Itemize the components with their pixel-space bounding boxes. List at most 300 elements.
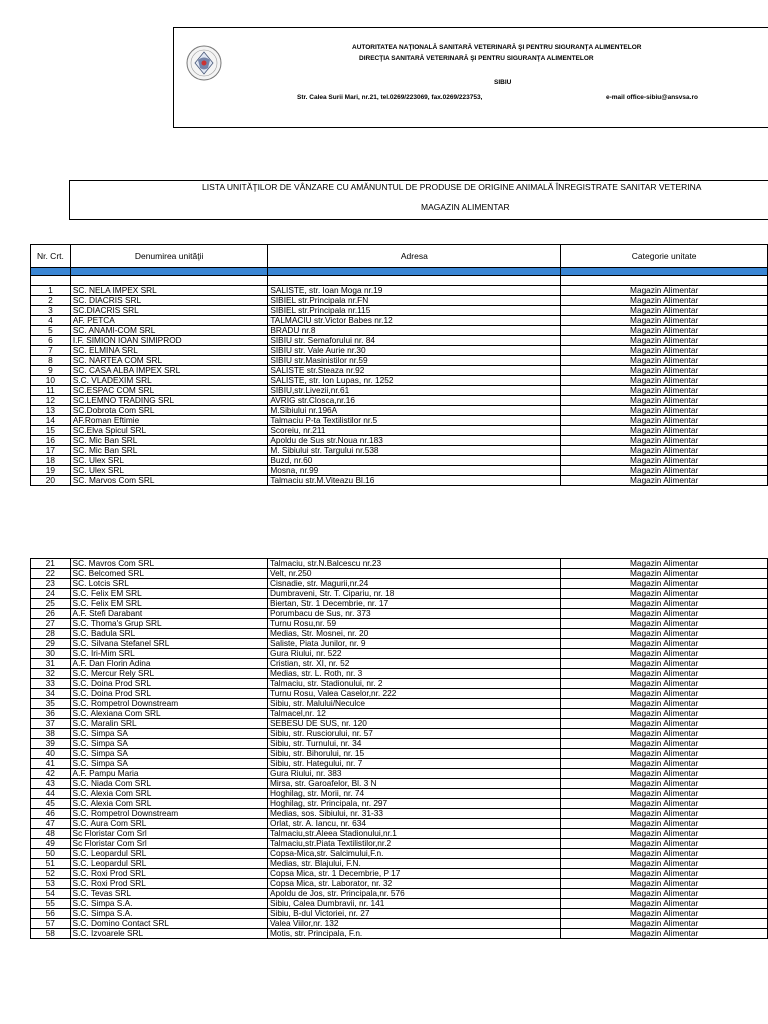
row-address: Talmaciu, str.N.Balcescu nr.23 <box>268 559 561 569</box>
row-unit-name: S.C. Simpa SA <box>70 759 267 769</box>
row-nr: 46 <box>31 809 71 819</box>
row-category: Magazin Alimentar <box>561 316 768 326</box>
spacer-cell <box>31 276 71 286</box>
table-row <box>31 919 768 929</box>
table-row <box>31 729 768 739</box>
row-category: Magazin Alimentar <box>561 336 768 346</box>
table-row <box>31 316 768 326</box>
row-address: SIBIU str. Vale Aurie nr.30 <box>268 346 561 356</box>
row-address: Talmaciu P-ta Textilistilor nr.5 <box>268 416 561 426</box>
row-address: Cisnadie, str. Magurii,nr.24 <box>268 579 561 589</box>
document-title <box>69 180 768 220</box>
table-row <box>31 719 768 729</box>
row-category: Magazin Alimentar <box>561 899 768 909</box>
row-category: Magazin Alimentar <box>561 819 768 829</box>
row-nr: 57 <box>31 919 71 929</box>
row-address: Medias, str. L. Roth, nr. 3 <box>268 669 561 679</box>
row-nr: 35 <box>31 699 71 709</box>
row-category: Magazin Alimentar <box>561 869 768 879</box>
row-address: Copsa Mica, str. 1 Decembrie, P 17 <box>268 869 561 879</box>
row-category: Magazin Alimentar <box>561 769 768 779</box>
row-unit-name: SC. NARTEA COM SRL <box>70 356 267 366</box>
row-address: Cristian, str. XI, nr. 52 <box>268 659 561 669</box>
row-category: Magazin Alimentar <box>561 386 768 396</box>
row-unit-name: A.F. Pampu Maria <box>70 769 267 779</box>
row-unit-name: S.C. Rompetrol Downstream <box>70 809 267 819</box>
row-address: Sibiu, str. Hategului, nr. 7 <box>268 759 561 769</box>
row-category: Magazin Alimentar <box>561 789 768 799</box>
row-address: SEBESU DE SUS, nr. 120 <box>268 719 561 729</box>
row-nr: 4 <box>31 316 71 326</box>
row-unit-name: S.C. Doina Prod SRL <box>70 689 267 699</box>
row-unit-name: AF.Roman Eftimie <box>70 416 267 426</box>
row-nr: 33 <box>31 679 71 689</box>
row-category: Magazin Alimentar <box>561 639 768 649</box>
row-unit-name: S.C. Doina Prod SRL <box>70 679 267 689</box>
row-address: Apoldu de Sus str.Noua nr.183 <box>268 436 561 446</box>
directorate-name: DIRECŢIA SANITARĂ VETERINARĂ ŞI PENTRU SIGURANŢA ALIMENTELOR <box>359 55 594 62</box>
spacer-cell <box>70 276 267 286</box>
table-row <box>31 456 768 466</box>
row-nr: 24 <box>31 589 71 599</box>
table-row <box>31 669 768 679</box>
row-nr: 49 <box>31 839 71 849</box>
row-address: Orlat, str. A. Iancu, nr. 634 <box>268 819 561 829</box>
row-category: Magazin Alimentar <box>561 829 768 839</box>
row-nr: 36 <box>31 709 71 719</box>
row-nr: 41 <box>31 759 71 769</box>
table-row <box>31 779 768 789</box>
row-unit-name: S.C. Roxi Prod SRL <box>70 869 267 879</box>
row-category: Magazin Alimentar <box>561 659 768 669</box>
row-nr: 47 <box>31 819 71 829</box>
row-category: Magazin Alimentar <box>561 749 768 759</box>
row-category: Magazin Alimentar <box>561 719 768 729</box>
row-address: SIBIU str. Semaforului nr. 84 <box>268 336 561 346</box>
row-nr: 10 <box>31 376 71 386</box>
row-category: Magazin Alimentar <box>561 476 768 486</box>
row-nr: 26 <box>31 609 71 619</box>
row-category: Magazin Alimentar <box>561 669 768 679</box>
row-unit-name: AF. PETCA <box>70 316 267 326</box>
table-row <box>31 739 768 749</box>
table-row <box>31 829 768 839</box>
row-address: SALISTE, str. Ioan Moga nr.19 <box>268 286 561 296</box>
row-category: Magazin Alimentar <box>561 366 768 376</box>
row-category: Magazin Alimentar <box>561 466 768 476</box>
row-category: Magazin Alimentar <box>561 909 768 919</box>
row-address: Sibiu, B-dul Victoriei, nr. 27 <box>268 909 561 919</box>
row-address: Porumbacu de Sus, nr. 373 <box>268 609 561 619</box>
row-address: Sibiu, str. Malului/Neculce <box>268 699 561 709</box>
table-row <box>31 296 768 306</box>
row-unit-name: I.F. SIMION IOAN SIMIPROD <box>70 336 267 346</box>
row-category: Magazin Alimentar <box>561 629 768 639</box>
row-nr: 34 <box>31 689 71 699</box>
row-unit-name: S.C. Thoma's Grup SRL <box>70 619 267 629</box>
row-address: Sibiu, str. Rusciorului, nr. 57 <box>268 729 561 739</box>
table-row <box>31 326 768 336</box>
row-category: Magazin Alimentar <box>561 799 768 809</box>
row-address: Talmaciu,str.Piata Textilistilor,nr.2 <box>268 839 561 849</box>
table-row <box>31 639 768 649</box>
row-address: TALMACIU str.Victor Babes nr.12 <box>268 316 561 326</box>
table-row <box>31 559 768 569</box>
col-denumire: Denumirea unităţii <box>70 245 267 268</box>
row-category: Magazin Alimentar <box>561 436 768 446</box>
city-name: SIBIU <box>494 79 512 86</box>
table-row <box>31 579 768 589</box>
row-address: Copsa-Mica,str. Salcimului,F.n. <box>268 849 561 859</box>
row-nr: 16 <box>31 436 71 446</box>
table-row <box>31 336 768 346</box>
row-nr: 23 <box>31 579 71 589</box>
row-category: Magazin Alimentar <box>561 889 768 899</box>
row-category: Magazin Alimentar <box>561 779 768 789</box>
row-unit-name: S.C. VLADEXIM SRL <box>70 376 267 386</box>
table-row <box>31 356 768 366</box>
row-nr: 43 <box>31 779 71 789</box>
row-unit-name: SC. Mic Ban SRL <box>70 446 267 456</box>
row-address: Apoldu de Jos, str. Principala,nr. 576 <box>268 889 561 899</box>
row-category: Magazin Alimentar <box>561 579 768 589</box>
row-unit-name: S.C. Domino Contact SRL <box>70 919 267 929</box>
row-address: Copsa Mica, str. Laborator, nr. 32 <box>268 879 561 889</box>
units-table-1 <box>30 244 768 486</box>
contact-address: Str. Calea Surii Mari, nr.21, tel.0269/223069, fax.0269/223753, <box>297 94 483 101</box>
row-nr: 14 <box>31 416 71 426</box>
row-unit-name: S.C. Roxi Prod SRL <box>70 879 267 889</box>
table-row <box>31 679 768 689</box>
row-address: SALISTE, str. Ion Lupas, nr. 1252 <box>268 376 561 386</box>
table-row <box>31 366 768 376</box>
row-nr: 22 <box>31 569 71 579</box>
row-category: Magazin Alimentar <box>561 919 768 929</box>
row-nr: 7 <box>31 346 71 356</box>
row-category: Magazin Alimentar <box>561 739 768 749</box>
table-row <box>31 699 768 709</box>
row-category: Magazin Alimentar <box>561 609 768 619</box>
row-category: Magazin Alimentar <box>561 689 768 699</box>
row-nr: 13 <box>31 406 71 416</box>
row-unit-name: S.C. Leopardul SRL <box>70 849 267 859</box>
table-row <box>31 589 768 599</box>
row-nr: 1 <box>31 286 71 296</box>
row-category: Magazin Alimentar <box>561 649 768 659</box>
row-nr: 27 <box>31 619 71 629</box>
row-nr: 58 <box>31 929 71 939</box>
row-unit-name: A.F. Stefi Darabant <box>70 609 267 619</box>
table-row <box>31 426 768 436</box>
row-category: Magazin Alimentar <box>561 326 768 336</box>
row-address: SIBIU str.Masinistilor nr.59 <box>268 356 561 366</box>
header-divider <box>31 268 768 276</box>
row-category: Magazin Alimentar <box>561 709 768 719</box>
row-unit-name: SC. Ulex SRL <box>70 456 267 466</box>
row-address: Talmaciu, str. Stadionului, nr. 2 <box>268 679 561 689</box>
row-category: Magazin Alimentar <box>561 286 768 296</box>
row-address: Turnu Rosu,nr. 59 <box>268 619 561 629</box>
table-row <box>31 346 768 356</box>
col-adresa: Adresa <box>268 245 561 268</box>
row-nr: 30 <box>31 649 71 659</box>
row-unit-name: S.C. Felix EM SRL <box>70 599 267 609</box>
row-nr: 32 <box>31 669 71 679</box>
row-nr: 25 <box>31 599 71 609</box>
row-category: Magazin Alimentar <box>561 679 768 689</box>
row-nr: 31 <box>31 659 71 669</box>
row-nr: 39 <box>31 739 71 749</box>
row-unit-name: SC. Mic Ban SRL <box>70 436 267 446</box>
row-unit-name: S.C. Iri-Mim SRL <box>70 649 267 659</box>
row-unit-name: S.C. Badula SRL <box>70 629 267 639</box>
row-nr: 54 <box>31 889 71 899</box>
row-unit-name: S.C. Simpa S.A. <box>70 899 267 909</box>
row-address: Sibiu, str. Turnului, nr. 34 <box>268 739 561 749</box>
row-nr: 5 <box>31 326 71 336</box>
table-row <box>31 396 768 406</box>
row-address: Hoghilag, str. Principala, nr. 297 <box>268 799 561 809</box>
row-unit-name: SC. Marvos Com SRL <box>70 476 267 486</box>
table-row <box>31 406 768 416</box>
table-row <box>31 376 768 386</box>
row-unit-name: S.C. Leopardul SRL <box>70 859 267 869</box>
table-row <box>31 859 768 869</box>
row-unit-name: Sc Floristar Com Srl <box>70 839 267 849</box>
row-address: M. Sibiului str. Targului nr.538 <box>268 446 561 456</box>
table-row <box>31 659 768 669</box>
row-address: Medias, str. Blajului, F.N. <box>268 859 561 869</box>
row-unit-name: S.C. Simpa S.A. <box>70 909 267 919</box>
row-nr: 56 <box>31 909 71 919</box>
table-row <box>31 386 768 396</box>
table-row <box>31 849 768 859</box>
row-category: Magazin Alimentar <box>561 879 768 889</box>
row-nr: 52 <box>31 869 71 879</box>
row-address: Mirsa, str. Garoafelor, Bl. 3 N <box>268 779 561 789</box>
row-address: Talmaciu,str.Aleea Stadionului,nr.1 <box>268 829 561 839</box>
row-unit-name: S.C. Simpa SA <box>70 739 267 749</box>
table-row <box>31 909 768 919</box>
row-address: Turnu Rosu, Valea Caselor,nr. 222 <box>268 689 561 699</box>
spacer-row <box>31 276 768 286</box>
row-address: Buzd, nr.60 <box>268 456 561 466</box>
row-address: Gura Riului, nr. 383 <box>268 769 561 779</box>
table-row <box>31 769 768 779</box>
row-unit-name: S.C. Niada Com SRL <box>70 779 267 789</box>
table-row <box>31 569 768 579</box>
row-address: BRADU nr.8 <box>268 326 561 336</box>
row-nr: 44 <box>31 789 71 799</box>
row-nr: 21 <box>31 559 71 569</box>
row-nr: 20 <box>31 476 71 486</box>
table-row <box>31 869 768 879</box>
row-category: Magazin Alimentar <box>561 559 768 569</box>
row-unit-name: SC. Mavros Com SRL <box>70 559 267 569</box>
row-unit-name: SC. Ulex SRL <box>70 466 267 476</box>
row-nr: 3 <box>31 306 71 316</box>
table-row <box>31 879 768 889</box>
row-nr: 28 <box>31 629 71 639</box>
row-address: Biertan, Str. 1 Decembrie, nr. 17 <box>268 599 561 609</box>
units-table-2 <box>30 558 768 939</box>
row-unit-name: S.C. Alexiana Com SRL <box>70 709 267 719</box>
row-nr: 50 <box>31 849 71 859</box>
letterhead <box>173 27 768 128</box>
row-category: Magazin Alimentar <box>561 296 768 306</box>
table-row <box>31 749 768 759</box>
row-unit-name: S.C. Alexia Com SRL <box>70 789 267 799</box>
row-address: Hoghilag, str. Morii, nr. 74 <box>268 789 561 799</box>
table-row <box>31 436 768 446</box>
row-unit-name: S.C. Rompetrol Downstream <box>70 699 267 709</box>
table-row <box>31 929 768 939</box>
row-category: Magazin Alimentar <box>561 416 768 426</box>
row-unit-name: SC. ELMINA SRL <box>70 346 267 356</box>
row-nr: 9 <box>31 366 71 376</box>
table-row <box>31 609 768 619</box>
row-nr: 48 <box>31 829 71 839</box>
row-category: Magazin Alimentar <box>561 839 768 849</box>
row-address: Gura Riului, nr. 522 <box>268 649 561 659</box>
row-address: Medias, Str. Mosnei, nr. 20 <box>268 629 561 639</box>
row-nr: 42 <box>31 769 71 779</box>
row-unit-name: S.C. Aura Com SRL <box>70 819 267 829</box>
table-row <box>31 476 768 486</box>
row-nr: 15 <box>31 426 71 436</box>
row-address: Saliste, Piata Junilor, nr. 9 <box>268 639 561 649</box>
row-address: Motis, str. Principala, F.n. <box>268 929 561 939</box>
row-address: SIBIEL str.Principala nr.FN <box>268 296 561 306</box>
row-unit-name: S.C. Mercur Rely SRL <box>70 669 267 679</box>
row-unit-name: SC. Lotcis SRL <box>70 579 267 589</box>
table-row <box>31 899 768 909</box>
row-unit-name: SC. ANAMI-COM SRL <box>70 326 267 336</box>
row-category: Magazin Alimentar <box>561 619 768 629</box>
title-line-2: MAGAZIN ALIMENTAR <box>421 202 510 212</box>
table-row <box>31 286 768 296</box>
row-category: Magazin Alimentar <box>561 599 768 609</box>
contact-email: e-mail office-sibiu@ansvsa.ro <box>606 94 698 101</box>
row-category: Magazin Alimentar <box>561 729 768 739</box>
row-unit-name: SC.DIACRIS SRL <box>70 306 267 316</box>
row-unit-name: S.C. Felix EM SRL <box>70 589 267 599</box>
row-address: SIBIU,str.Livezii,nr.61 <box>268 386 561 396</box>
row-nr: 2 <box>31 296 71 306</box>
spacer-cell <box>268 276 561 286</box>
row-address: AVRIG str.Closca,nr.16 <box>268 396 561 406</box>
col-categorie: Categorie unitate <box>561 245 768 268</box>
row-category: Magazin Alimentar <box>561 569 768 579</box>
row-unit-name: SC.Dobrota Com SRL <box>70 406 267 416</box>
table-row <box>31 306 768 316</box>
row-category: Magazin Alimentar <box>561 699 768 709</box>
table-row <box>31 689 768 699</box>
table-row <box>31 799 768 809</box>
row-nr: 8 <box>31 356 71 366</box>
row-category: Magazin Alimentar <box>561 589 768 599</box>
row-nr: 45 <box>31 799 71 809</box>
row-nr: 17 <box>31 446 71 456</box>
row-nr: 53 <box>31 879 71 889</box>
table-row <box>31 466 768 476</box>
row-unit-name: S.C. Maralin SRL <box>70 719 267 729</box>
row-category: Magazin Alimentar <box>561 396 768 406</box>
row-unit-name: S.C. Izvoarele SRL <box>70 929 267 939</box>
table-row <box>31 709 768 719</box>
row-nr: 6 <box>31 336 71 346</box>
row-nr: 11 <box>31 386 71 396</box>
row-category: Magazin Alimentar <box>561 859 768 869</box>
row-address: Scoreiu, nr.211 <box>268 426 561 436</box>
row-unit-name: SC.LEMNO TRADING SRL <box>70 396 267 406</box>
table-row <box>31 416 768 426</box>
row-category: Magazin Alimentar <box>561 849 768 859</box>
row-category: Magazin Alimentar <box>561 406 768 416</box>
title-line-1: LISTA UNITĂŢILOR DE VÂNZARE CU AMĂNUNTUL DE PRODUSE DE ORIGINE ANIMALĂ ÎNREGISTRATE SANITAR VETERINA <box>202 182 702 192</box>
table-row <box>31 649 768 659</box>
row-unit-name: SC. CASA ALBA IMPEX SRL <box>70 366 267 376</box>
row-address: SIBIEL str.Principala nr.115 <box>268 306 561 316</box>
row-category: Magazin Alimentar <box>561 929 768 939</box>
row-unit-name: S.C. Simpa SA <box>70 749 267 759</box>
row-address: M.Sibiului nr.196A <box>268 406 561 416</box>
row-nr: 37 <box>31 719 71 729</box>
row-address: Velt, nr.250 <box>268 569 561 579</box>
row-nr: 12 <box>31 396 71 406</box>
row-address: Sibiu, Calea Dumbravii, nr. 141 <box>268 899 561 909</box>
row-address: Valea Viilor,nr. 132 <box>268 919 561 929</box>
row-category: Magazin Alimentar <box>561 446 768 456</box>
row-nr: 55 <box>31 899 71 909</box>
row-nr: 18 <box>31 456 71 466</box>
row-category: Magazin Alimentar <box>561 426 768 436</box>
row-unit-name: Sc Floristar Com Srl <box>70 829 267 839</box>
row-category: Magazin Alimentar <box>561 356 768 366</box>
row-unit-name: S.C. Simpa SA <box>70 729 267 739</box>
row-nr: 51 <box>31 859 71 869</box>
row-category: Magazin Alimentar <box>561 759 768 769</box>
row-unit-name: S.C. Tevas SRL <box>70 889 267 899</box>
table-row <box>31 789 768 799</box>
table-row <box>31 619 768 629</box>
row-unit-name: S.C. Silvana Stefanel SRL <box>70 639 267 649</box>
row-category: Magazin Alimentar <box>561 306 768 316</box>
table-row <box>31 809 768 819</box>
table-row <box>31 889 768 899</box>
table-row <box>31 759 768 769</box>
row-nr: 19 <box>31 466 71 476</box>
row-address: Medias, sos. Sibiului, nr. 31-33 <box>268 809 561 819</box>
row-category: Magazin Alimentar <box>561 456 768 466</box>
row-category: Magazin Alimentar <box>561 346 768 356</box>
authority-name: AUTORITATEA NAŢIONALĂ SANITARĂ VETERINARĂ ŞI PENTRU SIGURANŢA ALIMENTELOR <box>352 44 642 51</box>
row-unit-name: SC.ESPAC COM SRL <box>70 386 267 396</box>
row-category: Magazin Alimentar <box>561 809 768 819</box>
row-nr: 40 <box>31 749 71 759</box>
table-row <box>31 819 768 829</box>
row-nr: 29 <box>31 639 71 649</box>
row-unit-name: SC. NELA IMPEX SRL <box>70 286 267 296</box>
row-address: Mosna, nr.99 <box>268 466 561 476</box>
table-row <box>31 599 768 609</box>
spacer-cell <box>561 276 768 286</box>
row-nr: 38 <box>31 729 71 739</box>
table-row <box>31 446 768 456</box>
table-row <box>31 629 768 639</box>
row-category: Magazin Alimentar <box>561 376 768 386</box>
col-nr: Nr. Crt. <box>31 245 71 268</box>
